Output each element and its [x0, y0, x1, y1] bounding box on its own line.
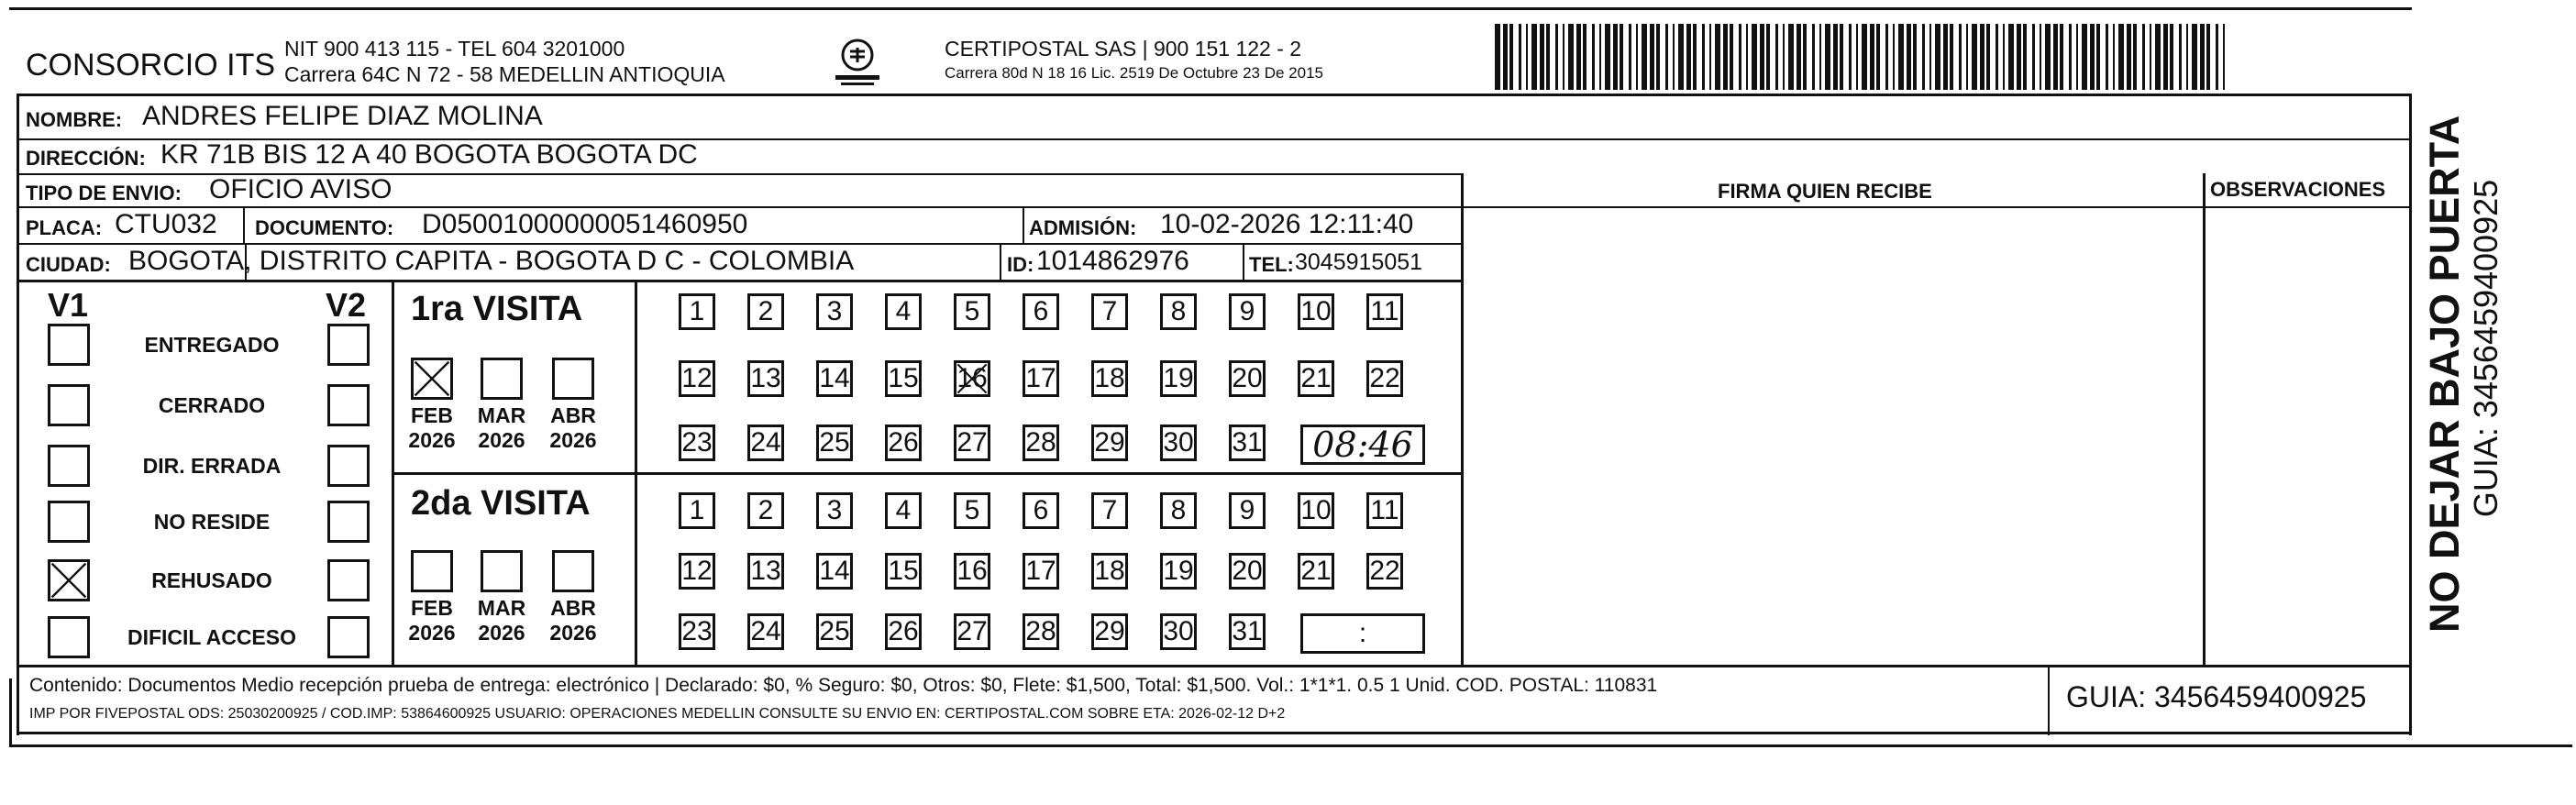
- barcode-bar: [1766, 24, 1770, 90]
- footer-guia: GUIA: 3456459400925: [2066, 680, 2367, 713]
- day-box[interactable]: 1: [679, 293, 715, 330]
- v1-checkbox[interactable]: [48, 324, 90, 366]
- barcode-bar: [1812, 24, 1815, 90]
- barcode-bar: [1862, 24, 1867, 90]
- v1-checkbox[interactable]: [48, 616, 90, 658]
- barcode-bar: [1840, 24, 1843, 90]
- barcode-bar: [2017, 24, 2021, 90]
- barcode-bar: [1825, 24, 1830, 90]
- second-visit-title: 2da VISITA: [411, 484, 591, 523]
- barcode-bar: [1849, 24, 1852, 90]
- form-top-line: [17, 94, 2412, 96]
- day-box[interactable]: 27: [954, 613, 990, 650]
- barcode-bar: [1775, 24, 1778, 90]
- tel-label: TEL:: [1249, 253, 1294, 276]
- barcode-bar: [1583, 24, 1587, 90]
- barcode-bar: [2082, 24, 2087, 90]
- day-box[interactable]: 22: [1366, 553, 1403, 590]
- day-box[interactable]: 9: [1229, 293, 1266, 330]
- barcode-bar: [1980, 24, 1985, 90]
- barcode-bar: [1555, 24, 1558, 90]
- barcode-bar: [2163, 24, 2168, 90]
- day-box[interactable]: 25: [816, 425, 853, 461]
- barcode-bar: [1665, 24, 1668, 90]
- barcode-bar: [1788, 24, 1794, 90]
- side-guia: GUIA: 3456459400925: [2467, 179, 2504, 518]
- barcode-bar: [1686, 24, 1691, 90]
- day-box[interactable]: 9: [1229, 492, 1266, 529]
- side-text: [2412, 115, 2522, 651]
- barcode-bar: [1620, 24, 1623, 90]
- footer-imp: IMP POR FIVEPOSTAL ODS: 25030200925 / COD.IMP: 53864600925 USUARIO: OPERACIONES MEDELLIN CONSULTE SU ENVIO EN: CERTIPOSTAL.COM SOBRE ETA: 2026-02-12 D+2: [29, 706, 1286, 722]
- barcode-bar: [1495, 24, 1500, 90]
- barcode-bar: [1876, 24, 1880, 90]
- barcode-bar: [1568, 24, 1574, 90]
- barcode-bar: [2023, 24, 2027, 90]
- barcode-bar: [1519, 24, 1521, 90]
- footer-line: [17, 665, 2412, 667]
- ciudad-label: CIUDAD:: [26, 253, 111, 276]
- barcode-bar: [2127, 24, 2131, 90]
- barcode-bar: [1605, 24, 1610, 90]
- barcode-bar: [2150, 24, 2151, 90]
- barcode-bar: [1673, 24, 1675, 90]
- month-caption: [470, 403, 534, 453]
- barcode-bar: [1819, 24, 1821, 90]
- barcode-bar: [1576, 24, 1581, 90]
- company-address: Carrera 64C N 72 - 58 MEDELLIN ANTIOQUIA: [284, 62, 725, 86]
- barcode-bar: [2118, 24, 2124, 90]
- year-label: 2026: [549, 428, 597, 452]
- month-caption: [541, 403, 605, 453]
- row-line: [17, 280, 1461, 282]
- barcode-bar: [1913, 24, 1917, 90]
- day-box[interactable]: 20: [1229, 360, 1266, 397]
- year-label: 2026: [408, 428, 456, 452]
- direccion-label: DIRECCIÓN:: [26, 147, 146, 170]
- day-box[interactable]: 7: [1091, 293, 1128, 330]
- tel-value: 3045915051: [1295, 249, 1423, 275]
- day-box[interactable]: 29: [1091, 613, 1128, 650]
- day-box[interactable]: 10: [1298, 293, 1334, 330]
- day-box[interactable]: 5: [954, 293, 990, 330]
- status-option-label: ENTREGADO: [144, 333, 280, 357]
- day-box[interactable]: 14: [816, 360, 853, 397]
- x-mark: [956, 363, 988, 394]
- status-option-label: DIR. ERRADA: [142, 454, 282, 478]
- carrier-address: Carrera 80d N 18 16 Lic. 2519 De Octubre 23 De 2015: [945, 64, 1323, 82]
- day-box[interactable]: 31: [1229, 425, 1266, 461]
- month-checkbox[interactable]: [552, 358, 594, 400]
- col-line: [1243, 243, 1244, 280]
- v2-checkbox[interactable]: [327, 384, 370, 426]
- x-mark: [50, 562, 87, 599]
- direccion-value: KR 71B BIS 12 A 40 BOGOTA BOGOTA DC: [160, 139, 698, 170]
- documento-label: DOCUMENTO:: [255, 216, 394, 239]
- barcode-bar: [1935, 24, 1940, 90]
- barcode-bar: [2032, 24, 2035, 90]
- barcode-bar: [1797, 24, 1801, 90]
- barcode-bar: [1563, 24, 1564, 90]
- documento-value: D05001000000051460950: [422, 209, 748, 239]
- company-nit: NIT 900 413 115 - TEL 604 3201000: [284, 37, 625, 61]
- day-box[interactable]: 23: [679, 613, 715, 650]
- v2-checkbox[interactable]: [327, 616, 370, 658]
- barcode-bar: [1783, 24, 1785, 90]
- barcode-bar: [2223, 24, 2225, 90]
- barcode-bar: [2003, 24, 2005, 90]
- page-left-line: [9, 678, 12, 747]
- barcode-bar: [2008, 24, 2014, 90]
- status-option-label: REHUSADO: [151, 568, 272, 592]
- month-checkbox[interactable]: [411, 358, 453, 400]
- barcode-bar: [1746, 24, 1748, 90]
- barcode-bar: [1599, 24, 1601, 90]
- barcode: [1495, 24, 2228, 90]
- barcode-bar: [1592, 24, 1595, 90]
- barcode-bar: [2142, 24, 2145, 90]
- month-label: FEB: [411, 403, 453, 427]
- barcode-bar: [2216, 24, 2218, 90]
- time-box[interactable]: :: [1300, 613, 1425, 654]
- barcode-bar: [1613, 24, 1618, 90]
- carrier-name: CERTIPOSTAL SAS | 900 151 122 - 2: [945, 37, 1302, 61]
- barcode-bar: [1503, 24, 1508, 90]
- first-visit-title: 1ra VISITA: [411, 290, 583, 328]
- day-box[interactable]: 6: [1023, 293, 1059, 330]
- day-box[interactable]: 8: [1160, 293, 1197, 330]
- col-line: [243, 206, 245, 243]
- day-box[interactable]: 5: [954, 492, 990, 529]
- v1-checkbox[interactable]: [48, 501, 90, 543]
- barcode-bar: [1723, 24, 1728, 90]
- day-box[interactable]: 8: [1160, 492, 1197, 529]
- day-box[interactable]: 15: [885, 553, 922, 590]
- barcode-bar: [2069, 24, 2072, 90]
- day-box[interactable]: 12: [679, 360, 715, 397]
- barcode-bar: [1966, 24, 1968, 90]
- tipo-envio-value: OFICIO AVISO: [209, 174, 392, 204]
- day-box[interactable]: 17: [1023, 360, 1059, 397]
- barcode-bar: [1922, 24, 1925, 90]
- day-box[interactable]: 31: [1229, 613, 1266, 650]
- day-box[interactable]: 7: [1091, 492, 1128, 529]
- certipostal-logo: [830, 37, 885, 88]
- day-box[interactable]: 28: [1023, 425, 1059, 461]
- month-caption: [400, 596, 464, 645]
- day-box[interactable]: 27: [954, 425, 990, 461]
- barcode-bar: [1650, 24, 1654, 90]
- barcode-bar: [1893, 24, 1895, 90]
- barcode-bar: [2133, 24, 2137, 90]
- firma-left-line: [1461, 173, 1464, 666]
- nombre-value: ANDRES FELIPE DIAZ MOLINA: [142, 101, 543, 131]
- barcode-bar: [2186, 24, 2188, 90]
- day-box[interactable]: 17: [1023, 553, 1059, 590]
- year-label: 2026: [408, 621, 456, 645]
- barcode-bar: [1546, 24, 1550, 90]
- status-option-label: DIFICIL ACCESO: [127, 625, 296, 649]
- barcode-bar: [2076, 24, 2078, 90]
- barcode-bar: [1898, 24, 1904, 90]
- barcode-bar: [1943, 24, 1948, 90]
- company-name: CONSORCIO ITS: [26, 48, 276, 83]
- barcode-bar: [1760, 24, 1764, 90]
- barcode-bar: [2155, 24, 2161, 90]
- day-box[interactable]: 19: [1160, 553, 1197, 590]
- day-box[interactable]: 12: [679, 553, 715, 590]
- barcode-bar: [2106, 24, 2108, 90]
- barcode-bar: [1656, 24, 1660, 90]
- barcode-bar: [1959, 24, 1962, 90]
- day-box[interactable]: 18: [1091, 360, 1128, 397]
- barcode-bar: [1693, 24, 1697, 90]
- v2-checkbox[interactable]: [327, 445, 370, 487]
- status-option-label: NO RESIDE: [153, 510, 271, 534]
- time-box[interactable]: 08:46: [1300, 425, 1425, 465]
- admision-label: ADMISIÓN:: [1029, 216, 1137, 239]
- year-label: 2026: [478, 621, 525, 645]
- barcode-bar: [1709, 24, 1711, 90]
- day-box[interactable]: 14: [816, 553, 853, 590]
- barcode-bar: [2053, 24, 2058, 90]
- barcode-bar: [1730, 24, 1733, 90]
- visit-separator: [392, 472, 1461, 475]
- placa-value: CTU032: [115, 209, 217, 239]
- barcode-bar: [2040, 24, 2041, 90]
- side-warning: NO DEJAR BAJO PUERTA: [2421, 115, 2468, 633]
- ciudad-value: BOGOTA, DISTRITO CAPITA - BOGOTA D C - COLOMBIA: [128, 246, 855, 276]
- barcode-bar: [2192, 24, 2197, 90]
- barcode-bar: [1907, 24, 1911, 90]
- year-label: 2026: [478, 428, 525, 452]
- barcode-bar: [2200, 24, 2205, 90]
- day-box[interactable]: 4: [885, 293, 922, 330]
- day-box[interactable]: 20: [1229, 553, 1266, 590]
- day-box[interactable]: 21: [1298, 553, 1334, 590]
- month-caption: [400, 403, 464, 453]
- day-box[interactable]: 28: [1023, 613, 1059, 650]
- day-box[interactable]: 30: [1160, 425, 1197, 461]
- status-option-label: CERRADO: [158, 393, 266, 417]
- barcode-bar: [1540, 24, 1544, 90]
- tipo-envio-label: TIPO DE ENVIO:: [26, 182, 182, 204]
- day-box[interactable]: 2: [747, 293, 784, 330]
- v1-checkbox[interactable]: [48, 384, 90, 426]
- barcode-bar: [1972, 24, 1977, 90]
- day-box[interactable]: 2: [747, 492, 784, 529]
- day-box[interactable]: 30: [1160, 613, 1197, 650]
- observaciones-header: OBSERVACIONES: [2210, 178, 2386, 201]
- barcode-bar: [1986, 24, 1990, 90]
- month-checkbox[interactable]: [481, 550, 523, 592]
- month-caption: [541, 596, 605, 645]
- barcode-bar: [1929, 24, 1931, 90]
- id-label: ID:: [1007, 253, 1034, 276]
- barcode-bar: [1833, 24, 1838, 90]
- barcode-bar: [1752, 24, 1757, 90]
- barcode-bar: [1702, 24, 1705, 90]
- barcode-bar: [2045, 24, 2051, 90]
- barcode-bar: [1531, 24, 1537, 90]
- obs-left-line: [2203, 173, 2206, 666]
- day-box[interactable]: 25: [816, 613, 853, 650]
- barcode-bar: [1803, 24, 1807, 90]
- form-bottom-line: [17, 732, 2412, 734]
- barcode-bar: [1642, 24, 1647, 90]
- nombre-label: NOMBRE:: [26, 108, 123, 131]
- day-box[interactable]: 15: [885, 360, 922, 397]
- month-label: MAR: [477, 403, 526, 427]
- day-box[interactable]: 4: [885, 492, 922, 529]
- page-bottom-line: [9, 744, 2572, 747]
- day-box[interactable]: 26: [885, 613, 922, 650]
- placa-label: PLACA:: [26, 216, 103, 239]
- day-box[interactable]: 3: [816, 492, 853, 529]
- barcode-bar: [1885, 24, 1888, 90]
- v1-checkbox[interactable]: [48, 445, 90, 487]
- barcode-bar: [1636, 24, 1638, 90]
- v1-header: V1: [48, 286, 89, 324]
- barcode-bar: [1950, 24, 1953, 90]
- barcode-bar: [1870, 24, 1874, 90]
- barcode-bar: [1629, 24, 1631, 90]
- day-box[interactable]: 6: [1023, 492, 1059, 529]
- x-mark: [414, 360, 450, 397]
- day-box[interactable]: 10: [1298, 492, 1334, 529]
- day-box[interactable]: 18: [1091, 553, 1128, 590]
- day-box[interactable]: 11: [1366, 492, 1403, 529]
- barcode-bar: [1509, 24, 1513, 90]
- v2-header: V2: [326, 286, 367, 324]
- month-checkbox[interactable]: [481, 358, 523, 400]
- barcode-bar: [2113, 24, 2115, 90]
- footer-contenido: Contenido: Documentos Medio recepción prueba de entrega: electrónico | Declarado: $0, % Seguro: $0, Otros: $0, Flete: $1,500, Total: $1,500. Vol.: 1*1*1. 0.5 1 Unid. COD. POSTAL: 110831: [29, 675, 1658, 696]
- month-label: ABR: [550, 403, 596, 427]
- form-left-line: [17, 94, 19, 735]
- month-checkbox[interactable]: [411, 550, 453, 592]
- month-label: MAR: [477, 596, 526, 620]
- col-line: [1000, 243, 1001, 280]
- day-box[interactable]: 11: [1366, 293, 1403, 330]
- barcode-bar: [2090, 24, 2095, 90]
- id-value: 1014862976: [1036, 246, 1189, 276]
- barcode-bar: [2060, 24, 2063, 90]
- barcode-bar: [1678, 24, 1684, 90]
- barcode-bar: [1715, 24, 1720, 90]
- barcode-bar: [2170, 24, 2173, 90]
- day-box[interactable]: 24: [747, 613, 784, 650]
- month-label: FEB: [411, 596, 453, 620]
- barcode-bar: [2206, 24, 2210, 90]
- admision-value: 10-02-2026 12:11:40: [1160, 209, 1414, 239]
- col-line: [1023, 206, 1024, 243]
- barcode-bar: [2179, 24, 2182, 90]
- day-box[interactable]: 23: [679, 425, 715, 461]
- barcode-bar: [2096, 24, 2100, 90]
- month-label: ABR: [550, 596, 596, 620]
- day-box[interactable]: 29: [1091, 425, 1128, 461]
- v2-checkbox[interactable]: [327, 559, 370, 601]
- top-border: [9, 7, 2412, 10]
- barcode-bar: [1739, 24, 1741, 90]
- barcode-bar: [1526, 24, 1528, 90]
- month-checkbox[interactable]: [552, 550, 594, 592]
- v1-checkbox[interactable]: [48, 559, 90, 601]
- v2-checkbox[interactable]: [327, 501, 370, 543]
- day-box[interactable]: 16: [954, 360, 990, 397]
- day-box[interactable]: 26: [885, 425, 922, 461]
- guia-box-line: [2048, 665, 2050, 735]
- row-line: [17, 206, 2412, 208]
- v2-checkbox[interactable]: [327, 324, 370, 366]
- day-box[interactable]: 21: [1298, 360, 1334, 397]
- day-box[interactable]: 16: [954, 553, 990, 590]
- year-label: 2026: [549, 621, 597, 645]
- day-box[interactable]: 1: [679, 492, 715, 529]
- day-box[interactable]: 3: [816, 293, 853, 330]
- day-box[interactable]: 13: [747, 553, 784, 590]
- day-box[interactable]: 22: [1366, 360, 1403, 397]
- barcode-bar: [1856, 24, 1858, 90]
- barcode-bar: [1996, 24, 1998, 90]
- day-box[interactable]: 19: [1160, 360, 1197, 397]
- firma-header: FIRMA QUIEN RECIBE: [1718, 180, 1932, 203]
- day-box[interactable]: 13: [747, 360, 784, 397]
- day-box[interactable]: 24: [747, 425, 784, 461]
- month-caption: [470, 596, 534, 645]
